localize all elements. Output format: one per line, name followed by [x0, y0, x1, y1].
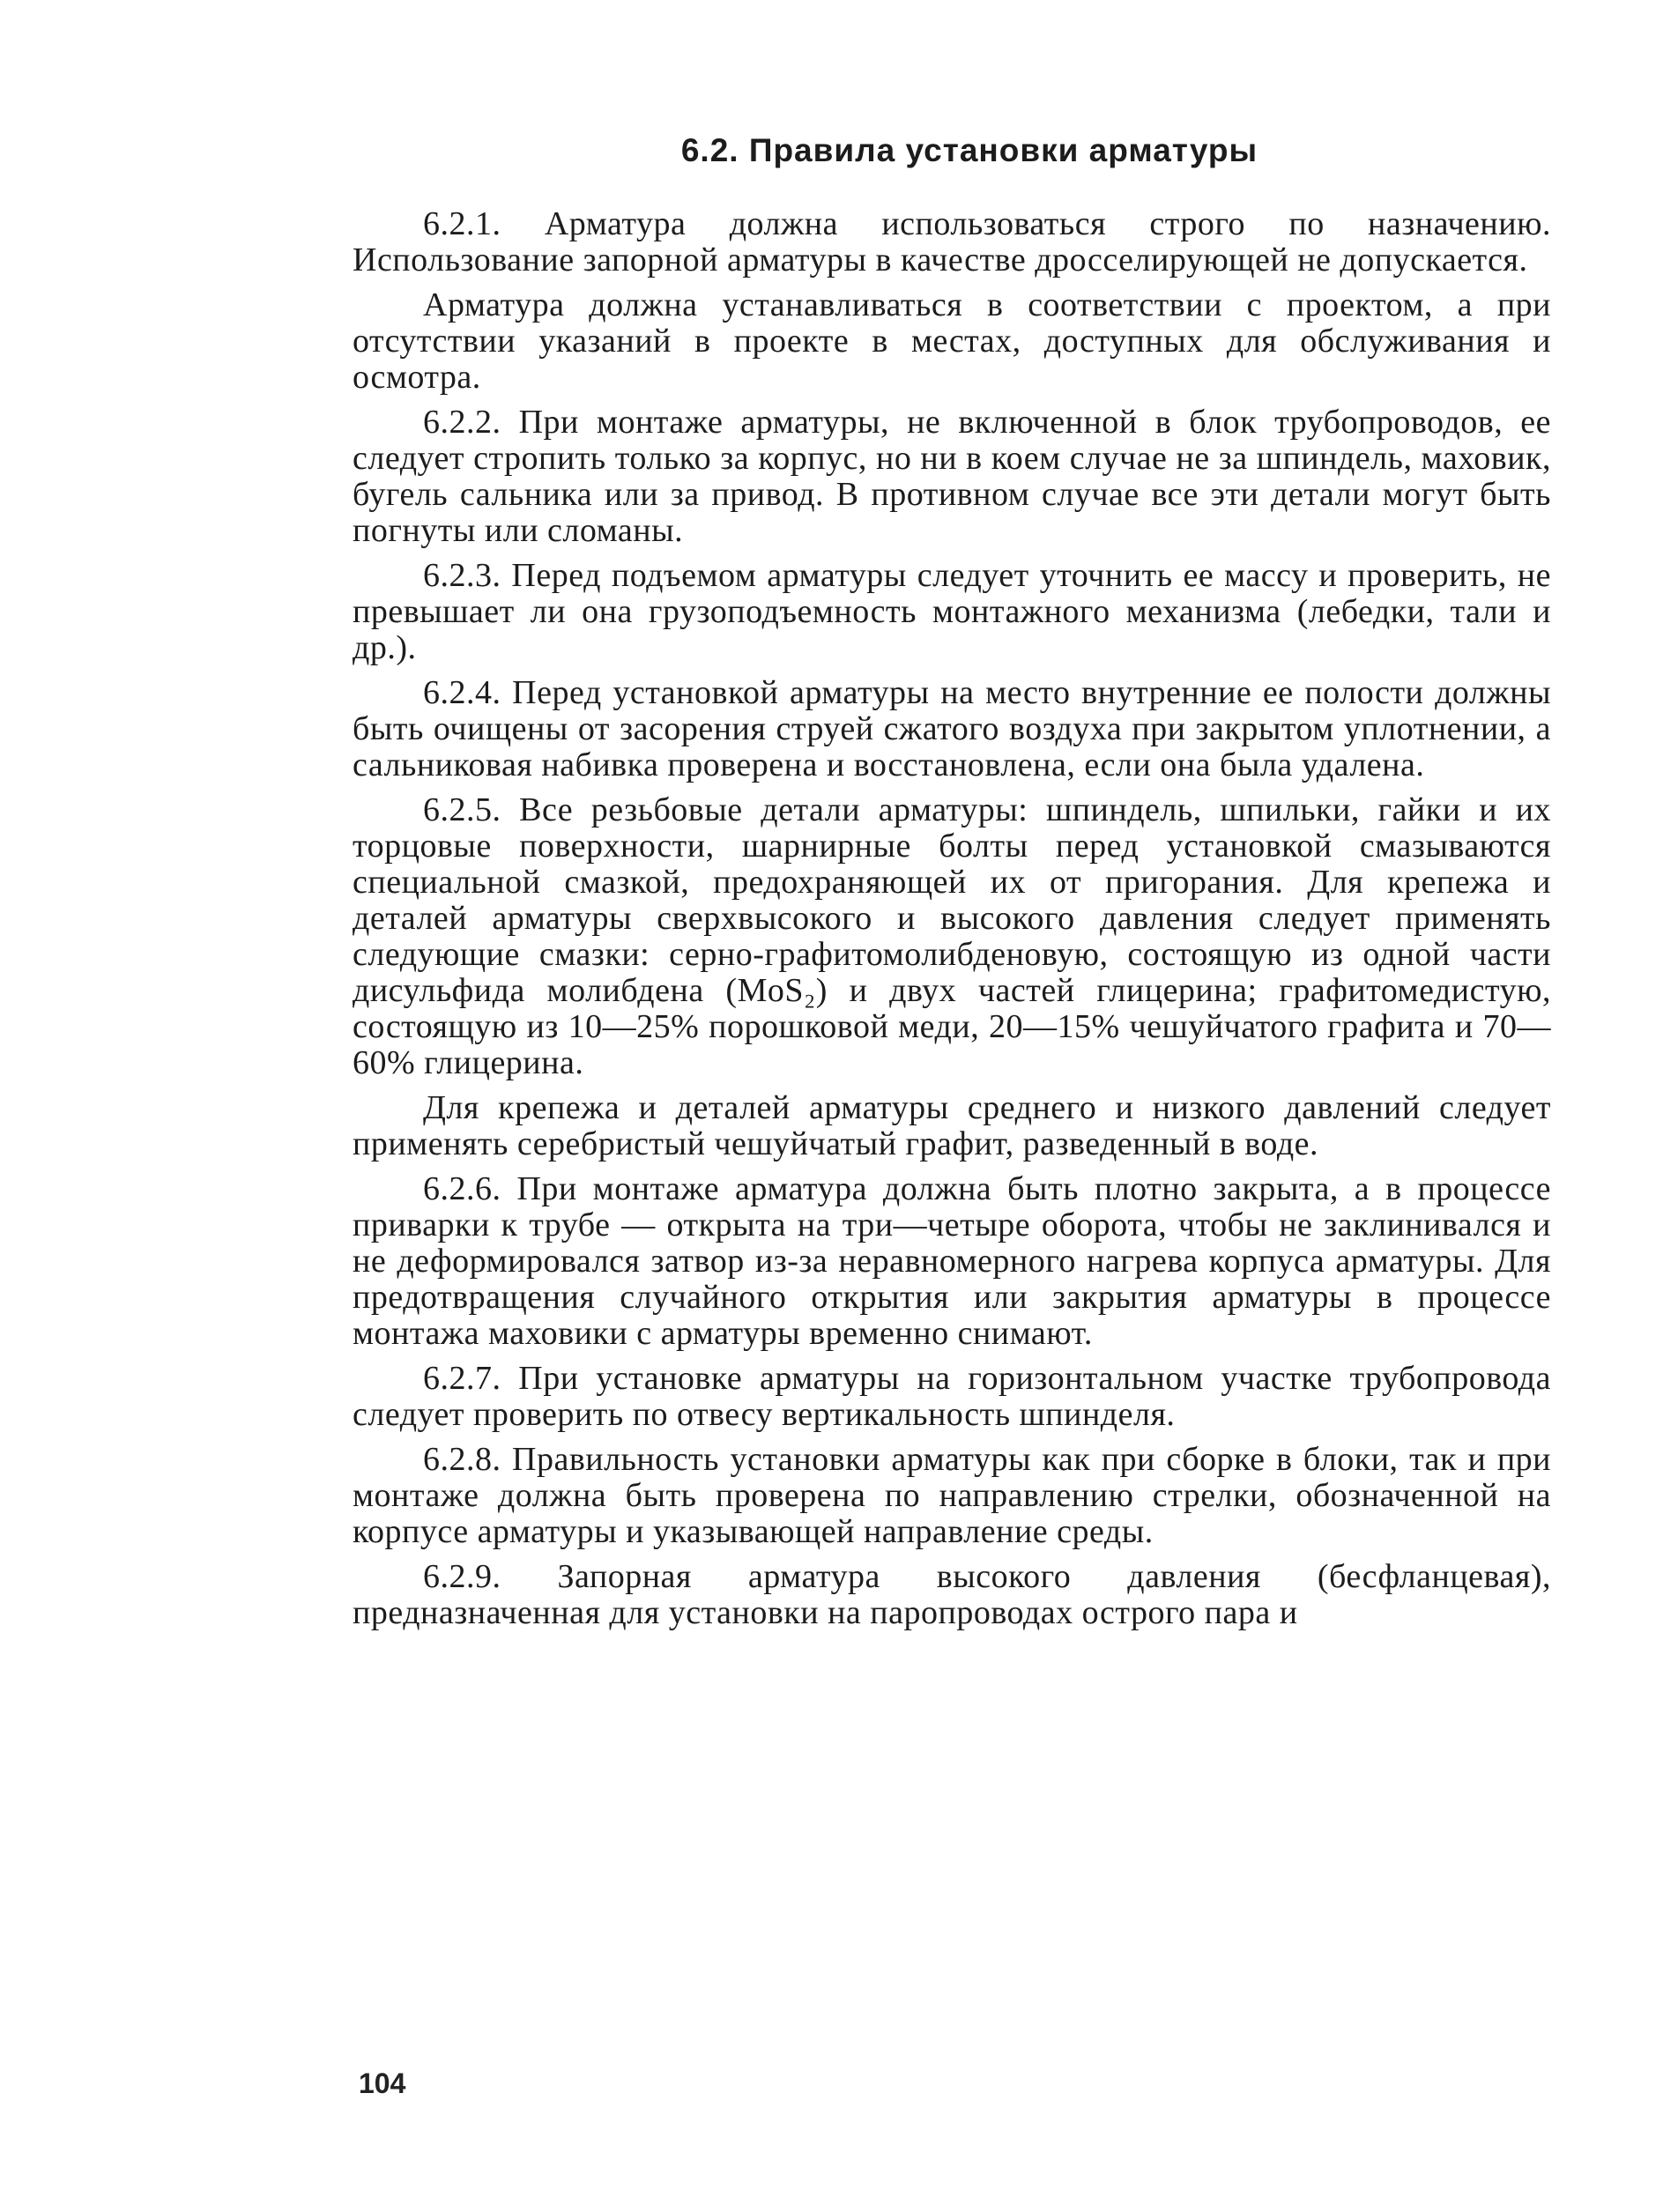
paragraph-6-2-1-cont: Арматура должна устанавливаться в соответствии с проектом, а при отсутствии указаний в проекте в местах, доступных для обслуживания и осмотра. — [353, 286, 1551, 396]
page-body — [353, 132, 1551, 1640]
paragraph-6-2-3: 6.2.3. Перед подъемом арматуры следует уточнить ее массу и проверить, не превышает ли она грузоподъемность монтажного механизма (лебедки, тали и др.). — [353, 557, 1551, 666]
paragraph-6-2-5-cont: Для крепежа и деталей арматуры среднего и низкого давлений следует применять серебристый чешуйчатый графит, разведенный в воде. — [353, 1089, 1551, 1162]
page-number: 104 — [359, 2067, 406, 2099]
section-heading: 6.2. Правила установки арматуры — [680, 132, 1258, 168]
paragraph-6-2-7: 6.2.7. При установке арматуры на горизонтальном участке трубопровода следует проверить по отвесу вертикальность шпинделя. — [353, 1360, 1551, 1433]
paragraph-6-2-9: 6.2.9. Запорная арматура высокого давления (бесфланцевая), предназначенная для установки на паропроводах острого пара и — [353, 1558, 1551, 1631]
paragraph-6-2-1: 6.2.1. Арматура должна использоваться строго по назначению. Использование запорной арматуры в качестве дросселирующей не допускается. — [353, 205, 1551, 278]
paragraph-6-2-5: 6.2.5. Все резьбовые детали арматуры: шпиндель, шпильки, гайки и их торцовые поверхности, шарнирные болты перед установкой смазываются специальной смазкой, предохраняющей их от пригорания. Для крепежа и деталей арматуры сверхвысокого и высокого давления следует применять следующие смазки: серно-графитомолибденовую, состоящую из одной части дисульфида молибдена (MoS₂) и двух частей глицерина; графитомедистую, состоящую из 10—25% порошковой меди, 20—15% чешуйчатого графита и 70—60% глицерина. — [353, 791, 1551, 1081]
paragraph-6-2-2: 6.2.2. При монтаже арматуры, не включенной в блок трубопроводов, ее следует стропить только за корпус, но ни в коем случае не за шпиндель, маховик, бугель сальника или за привод. В противном случае все эти детали могут быть погнуты или сломаны. — [353, 404, 1551, 549]
paragraph-6-2-4: 6.2.4. Перед установкой арматуры на место внутренние ее полости должны быть очищены от засорения струей сжатого воздуха при закрытом уплотнении, а сальниковая набивка проверена и восстановлена, если она была удалена. — [353, 674, 1551, 783]
paragraph-6-2-6: 6.2.6. При монтаже арматура должна быть плотно закрыта, а в процессе приварки к трубе — открыта на три—четыре оборота, чтобы не заклинивался и не деформировался затвор из-за неравномерного нагрева корпуса арматуры. Для предотвращения случайного открытия или закрытия арматуры в процессе монтажа маховики с арматуры временно снимают. — [353, 1170, 1551, 1352]
paragraph-6-2-8: 6.2.8. Правильность установки арматуры как при сборке в блоки, так и при монтаже должна быть проверена по направлению стрелки, обозначенной на корпусе арматуры и указывающей направление среды. — [353, 1441, 1551, 1550]
